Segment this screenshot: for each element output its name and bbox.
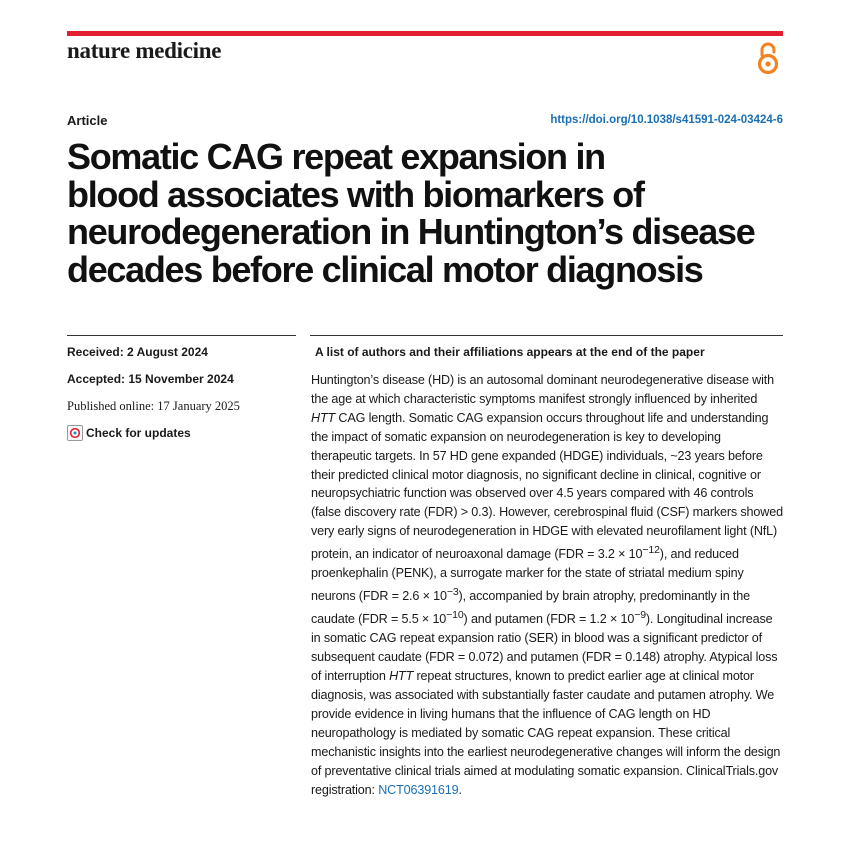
exponent: −9 <box>634 609 646 622</box>
journal-accent-rule <box>67 31 783 36</box>
article-title <box>67 138 787 288</box>
exponent: −10 <box>446 609 464 622</box>
title-line: blood associates with biomarkers of <box>67 173 644 215</box>
journal-name: nature medicine <box>67 38 222 63</box>
abstract-text: CAG length. Somatic CAG expansion occurs throughout life and understanding the impact of somatic expansion on neurodegeneration is key to developing therapeutic targets. In 57 HD gene expanded (HDGE) individuals, ~23 years before their predicted clinical motor diagnosis, no significant decline in clinical, cognitive or neuropsychiatric function was observed over 4.5 years compared with 46 controls (false discovery rate (FDR) > 0.3). However, cerebrospinal fluid (CSF) markers showed very early signs of neurodegeneration in HDGE with elevated neurofilament light (NfL) protein, an indicator of neuroaxonal damage (FDR = 3.2 × 10 <box>311 410 783 562</box>
abstract-text: ) and putamen (FDR = 1.2 × 10 <box>463 612 635 627</box>
abstract-text: repeat structures, known to predict earlier age at clinical motor diagnosis, was associated with substantially faster caudate and putamen atrophy. We provide evidence in living humans that the influence of CAG length on HD neuropathology is mediated by somatic CAG repeat expansion. These critical mechanistic insights into the earliest neurodegenerative changes will inform the design of preventative clinical trials aimed at modulating somatic expansion. ClinicalTrials.gov registration: <box>311 669 781 797</box>
open-access-icon <box>756 41 780 75</box>
abstract-text: ). Longitudinal increase in somatic CAG repeat expansion ratio (SER) in blood was a significant predictor of subsequent caudate (FDR = 0.072) and putamen (FDR = 0.148) atrophy. Atypical loss of interruption <box>311 612 778 684</box>
clinical-trial-link[interactable]: NCT06391619 <box>378 782 459 797</box>
authors-affiliation-note: A list of authors and their affiliations appears at the end of the paper <box>315 345 705 359</box>
received-date: Received: 2 August 2024 <box>67 345 208 359</box>
abstract-text: Huntington’s disease (HD) is an autosomal dominant neurodegenerative disease with the age at which characteristic symptoms manifest strongly influenced by inherited <box>311 373 774 406</box>
gene-name: HTT <box>389 669 414 684</box>
check-for-updates-label: Check for updates <box>86 426 191 440</box>
check-for-updates-icon <box>67 425 83 441</box>
accepted-date: Accepted: 15 November 2024 <box>67 372 234 386</box>
published-date: Published online: 17 January 2025 <box>67 399 240 413</box>
abstract-paragraph <box>311 371 783 800</box>
abstract-text: ), accompanied by brain atrophy, predominantly in the caudate (FDR = 5.5 × 10 <box>311 589 750 627</box>
abstract <box>311 371 783 800</box>
gene-name: HTT <box>311 410 336 425</box>
main-divider <box>310 335 783 336</box>
sidebar-divider <box>67 335 296 336</box>
abstract-text: . <box>458 782 462 797</box>
article-type-label: Article <box>67 113 108 128</box>
exponent: −3 <box>446 586 459 599</box>
exponent: −12 <box>642 544 660 557</box>
check-for-updates-button[interactable] <box>67 425 191 441</box>
title-line: Somatic CAG repeat expansion in <box>67 136 605 177</box>
doi-link[interactable]: https://doi.org/10.1038/s41591-024-03424-6 <box>550 114 783 126</box>
title-line: decades before clinical motor diagnosis <box>67 248 703 290</box>
title-line: neurodegeneration in Huntington’s disease <box>67 211 755 252</box>
abstract-text: ), and reduced proenkephalin (PENK), a surrogate marker for the state of striatal medium spiny neurons (FDR = 2.6 × 10 <box>311 547 744 604</box>
